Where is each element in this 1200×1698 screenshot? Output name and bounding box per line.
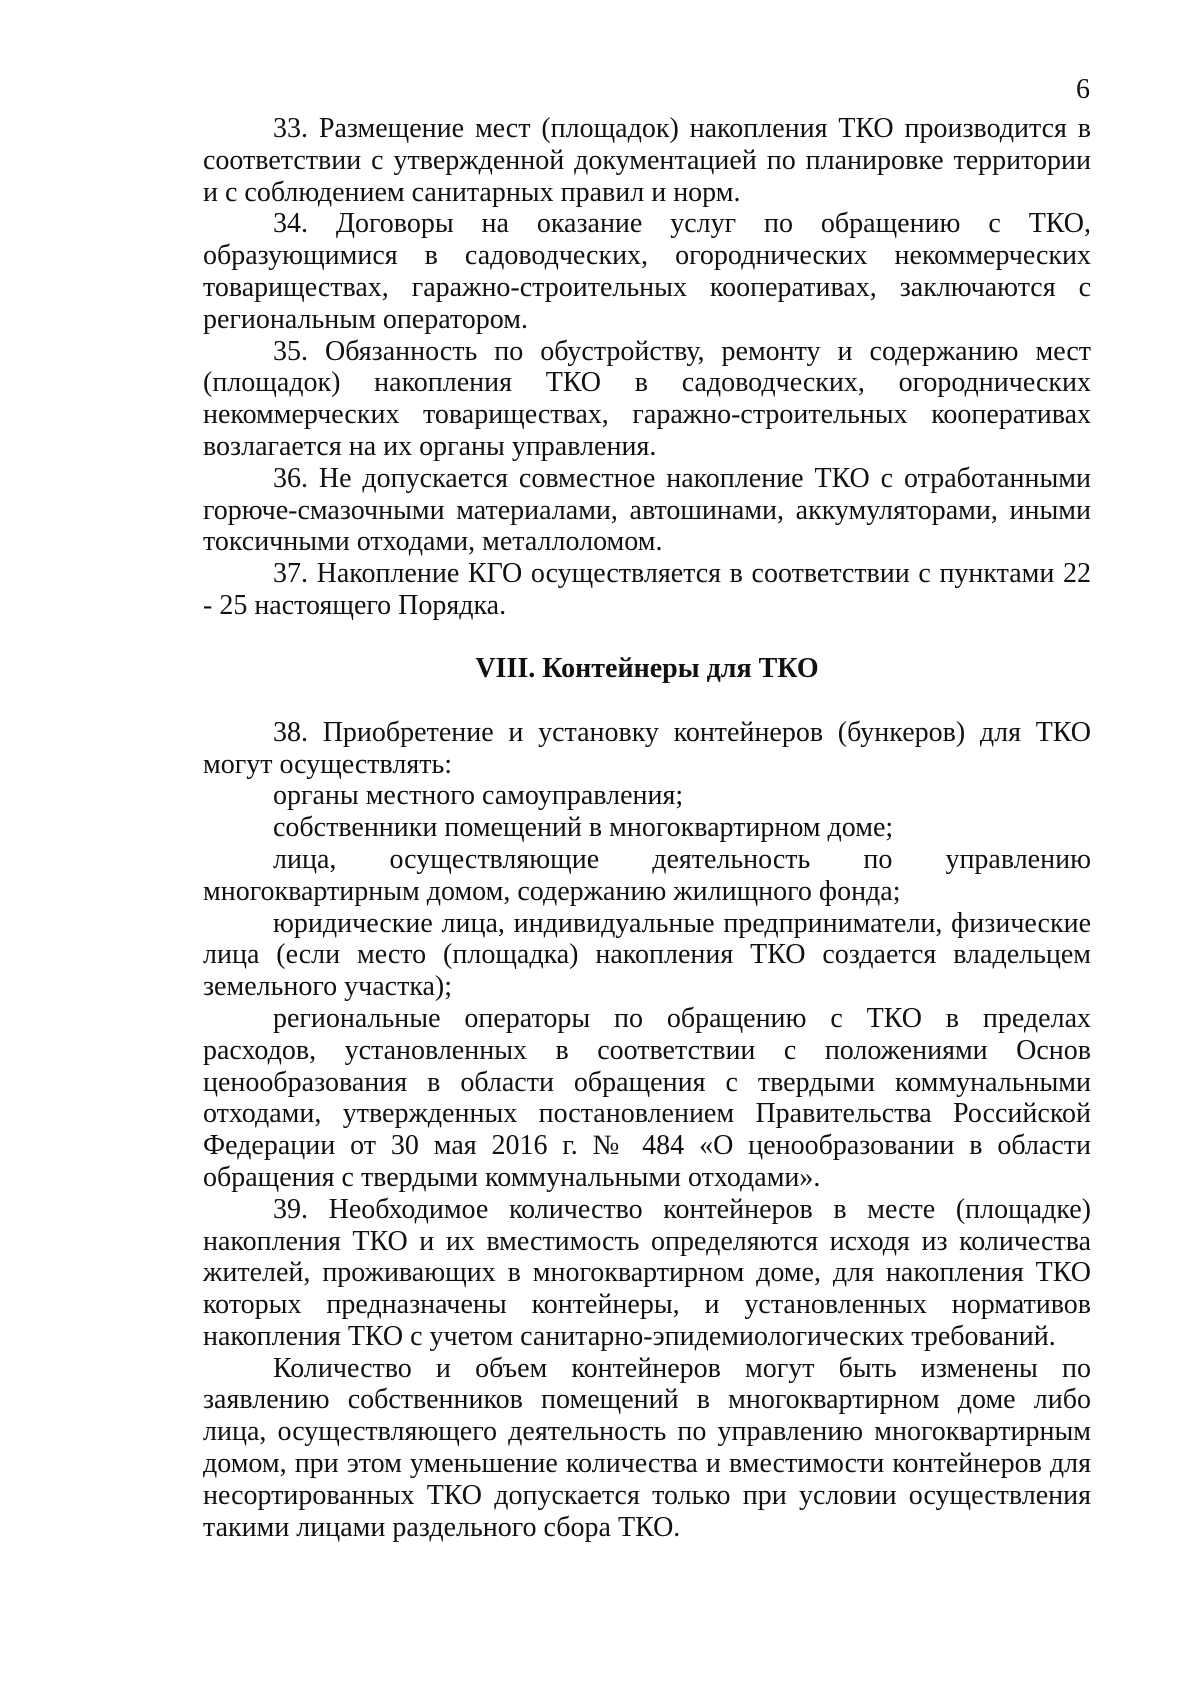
section-heading: VIII. Контейнеры для ТКО [475,652,819,684]
page-number: 6 [1076,74,1090,105]
list-item-legal-entities: юридические лица, индивидуальные предприниматели, физические лица (если место (площадка) накопления ТКО создается владельцем земельного участка); [203,907,1091,1003]
list-item-local-government: органы местного самоуправления; [273,780,684,812]
paragraph-39: 39. Необходимое количество контейнеров в месте (площадке) накопления ТКО и их вместимость определяются исходя из количества жителей, проживающих в многоквартирном доме, для накопления ТКО которых предназначены контейнеры, и установленных нормативов накопления ТКО с учетом санитарно-эпидемиологических требований. [203,1193,1091,1352]
paragraph-33: 33. Размещение мест (площадок) накопления ТКО производится в соответствии с утвержденной документацией по планировке территории и с соблюдением санитарных правил и норм. [203,113,1091,208]
paragraph-34: 34. Договоры на оказание услуг по обращению с ТКО, образующимися в садоводческих, огороднических некоммерческих товариществах, гаражно-строительных кооперативах, заключаются с региональным оператором. [203,208,1091,335]
list-item-regional-operators: региональные операторы по обращению с ТКО в пределах расходов, установленных в соответствии с положениями Основ ценообразования в области обращения с твердыми коммунальными отходами, утвержденных постановлением Правительства Российской Федерации от 30 мая 2016 г. № 484 «О ценообразовании в области обращения с твердыми коммунальными отходами». [203,1002,1091,1193]
list-item-management-persons: лица, осуществляющие деятельность по управлению многоквартирным домом, содержанию жилищного фонда; [203,843,1091,907]
paragraph-38: 38. Приобретение и установку контейнеров (бункеров) для ТКО могут осуществлять: [203,716,1091,780]
list-item-premises-owners: собственники помещений в многоквартирном доме; [273,812,894,844]
paragraph-35: 35. Обязанность по обустройству, ремонту и содержанию мест (площадок) накопления ТКО в садоводческих, огороднических некоммерческих товариществах, гаражно-строительных кооперативах возлагается на их органы управления. [203,335,1091,462]
document-body [203,113,1091,1543]
paragraph-36: 36. Не допускается совместное накопление ТКО с отработанными горюче-смазочными материалами, автошинами, аккумуляторами, иными токсичными отходами, металлоломом. [203,462,1091,558]
paragraph-37: 37. Накопление КГО осуществляется в соответствии с пунктами 22 - 25 настоящего Порядка. [203,558,1091,621]
paragraph-39-continued: Количество и объем контейнеров могут быть изменены по заявлению собственников помещений в многоквартирном доме либо лица, осуществляющего деятельность по управлению многоквартирным домом, при этом уменьшение количества и вместимости контейнеров для несортированных ТКО допускается только при условии осуществления такими лицами раздельного сбора ТКО. [203,1352,1091,1543]
